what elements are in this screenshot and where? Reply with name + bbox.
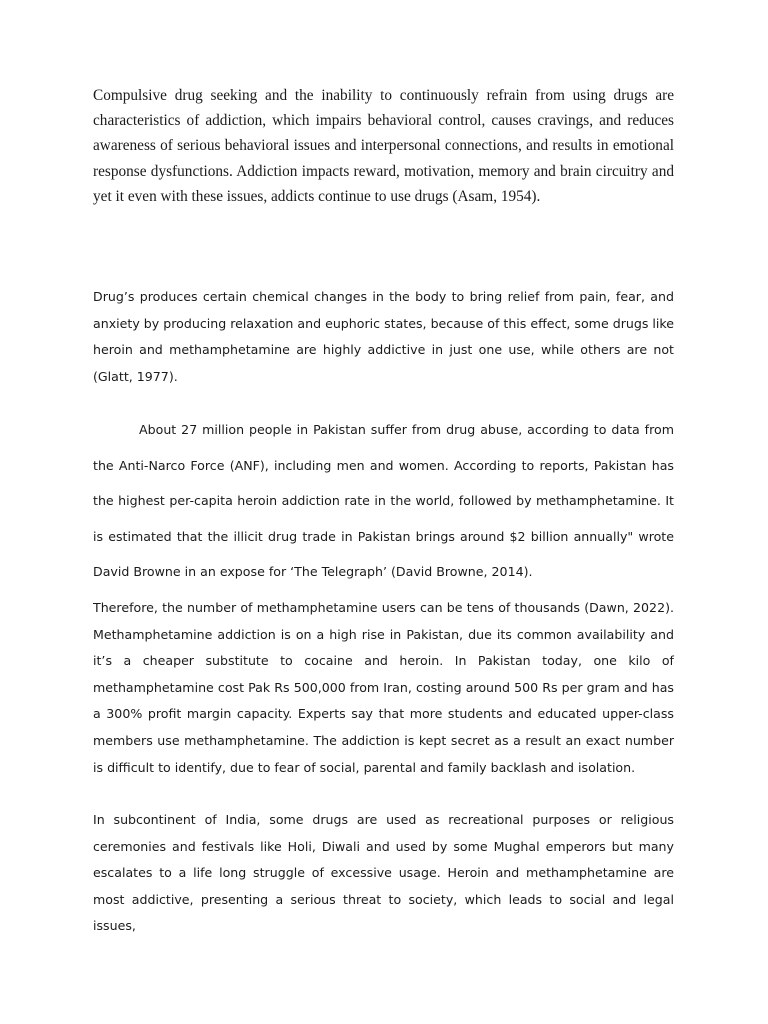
paragraph-addiction-definition: Compulsive drug seeking and the inability to continuously refrain from using drugs are characteristics of addiction, which impairs behavioral control, causes cravings, and reduces awareness of serious behavioral issues and interpersonal connections, and results in emotional response dysfunctions. Addiction impacts reward, motivation, memory and brain circuitry and yet it even with these issues, addicts continue to use drugs (Asam, 1954). [93,87,674,205]
paragraph-drug-effects: Drug’s produces certain chemical changes in the body to bring relief from pain, fear, and anxiety by producing relaxation and euphoric states, because of this effect, some drugs like heroin and methamphetamine are highly addictive in just one use, while others are not (Glatt, 1977). [93,289,674,384]
paragraph-subcontinent-usage: In subcontinent of India, some drugs are used as recreational purposes or religious ceremonies and festivals like Holi, Diwali and used by some Mughal emperors but many escalates to a life long struggle of excessive usage. Heroin and methamphetamine are most addictive, presenting a serious threat to society, which leads to social and legal issues, [93,812,674,934]
paragraph-pakistan-statistics: About 27 million people in Pakistan suffer from drug abuse, according to data from the Anti-Narco Force (ANF), including men and women. According to reports, Pakistan has the highest per-capita heroin addiction rate in the world, followed by methamphetamine. It is estimated that the illicit drug trade in Pakistan brings around $2 billion annually" wrote David Browne in an expose for ‘The Telegraph’ (David Browne, 2014). [93,422,674,580]
paragraph-methamphetamine-rise: Therefore, the number of methamphetamine users can be tens of thousands (Dawn, 2022). Methamphetamine addiction is on a high rise in Pakistan, due its common availability and it’s a cheaper substitute to cocaine and heroin. In Pakistan today, one kilo of methamphetamine cost Pak Rs 500,000 from Iran, costing around 500 Rs per gram and has a 300% profit margin capacity. Experts say that more students and educated upper-class members use methamphetamine. The addiction is kept secret as a result an exact number is difficult to identify, due to fear of social, parental and family backlash and isolation. [93,600,674,775]
